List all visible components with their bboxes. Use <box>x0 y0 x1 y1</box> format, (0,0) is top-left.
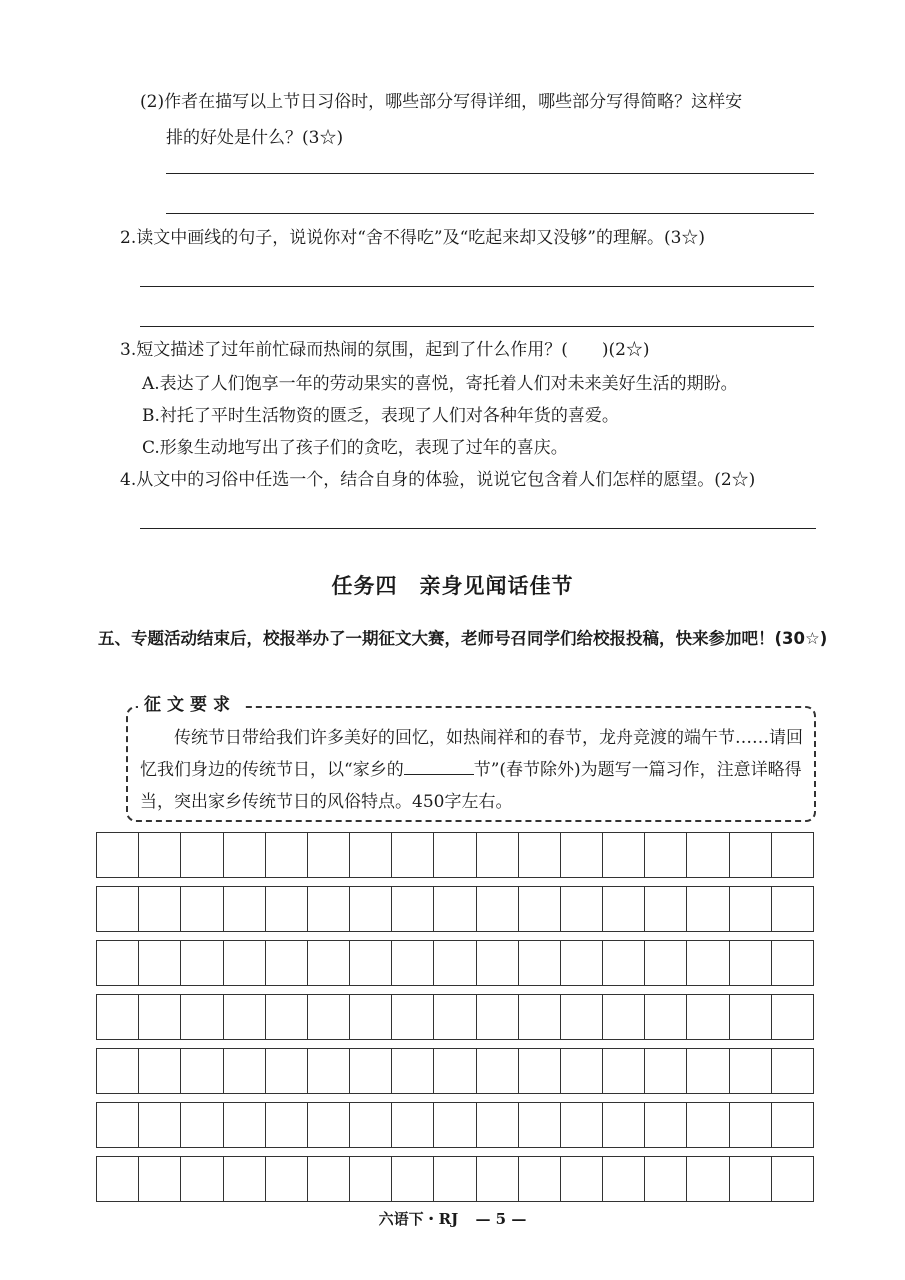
grid-cell[interactable] <box>729 1157 771 1201</box>
grid-row <box>96 940 814 986</box>
grid-cell[interactable] <box>686 1049 728 1093</box>
question-5: 五、专题活动结束后，校报举办了一期征文大赛，老师号召同学们给校报投稿，快来参加吧！(30☆) <box>98 629 828 648</box>
grid-cell[interactable] <box>180 887 222 931</box>
grid-cell[interactable] <box>307 995 349 1039</box>
grid-cell[interactable] <box>391 941 433 985</box>
grid-cell[interactable] <box>560 1103 602 1147</box>
grid-cell[interactable] <box>180 833 222 877</box>
grid-cell[interactable] <box>686 1157 728 1201</box>
grid-cell[interactable] <box>96 887 138 931</box>
grid-cell[interactable] <box>602 1049 644 1093</box>
grid-cell[interactable] <box>518 887 560 931</box>
grid-cell[interactable] <box>476 1049 518 1093</box>
grid-cell[interactable] <box>138 1157 180 1201</box>
grid-cell[interactable] <box>560 887 602 931</box>
grid-cell[interactable] <box>223 887 265 931</box>
answer-line[interactable] <box>140 528 816 529</box>
grid-cell[interactable] <box>518 941 560 985</box>
grid-cell[interactable] <box>138 995 180 1039</box>
grid-cell[interactable] <box>518 1103 560 1147</box>
grid-cell[interactable] <box>729 887 771 931</box>
question-4: 4.从文中的习俗中任选一个，结合自身的体验，说说它包含着人们怎样的愿望。(2☆) <box>120 470 756 490</box>
page-footer <box>0 1208 905 1229</box>
footer-page-number: — 5 — <box>475 1210 527 1228</box>
grid-row <box>96 1048 814 1094</box>
grid-cell[interactable] <box>391 1157 433 1201</box>
grid-cell[interactable] <box>223 1103 265 1147</box>
grid-cell[interactable] <box>96 833 138 877</box>
grid-cell[interactable] <box>265 1157 307 1201</box>
requirement-text <box>140 722 804 818</box>
grid-cell[interactable] <box>349 941 391 985</box>
grid-cell[interactable] <box>223 941 265 985</box>
grid-cell[interactable] <box>518 833 560 877</box>
grid-cell[interactable] <box>433 941 475 985</box>
grid-cell[interactable] <box>686 1103 728 1147</box>
grid-cell[interactable] <box>223 833 265 877</box>
grid-cell[interactable] <box>686 941 728 985</box>
grid-cell[interactable] <box>686 887 728 931</box>
section-title-name: 亲身见闻话佳节 <box>419 574 574 598</box>
grid-cell[interactable] <box>729 941 771 985</box>
grid-cell[interactable] <box>391 1103 433 1147</box>
answer-line[interactable] <box>140 286 814 287</box>
grid-cell[interactable] <box>265 1103 307 1147</box>
grid-row <box>96 832 814 878</box>
question-3-option-c[interactable]: C.形象生动地写出了孩子们的贪吃，表现了过年的喜庆。 <box>142 438 568 458</box>
grid-cell[interactable] <box>686 833 728 877</box>
answer-line[interactable] <box>140 326 814 327</box>
grid-cell[interactable] <box>771 995 814 1039</box>
grid-cell[interactable] <box>96 1103 138 1147</box>
grid-cell[interactable] <box>560 1049 602 1093</box>
grid-cell[interactable] <box>729 995 771 1039</box>
answer-line[interactable] <box>166 173 814 174</box>
grid-cell[interactable] <box>771 1049 814 1093</box>
grid-cell[interactable] <box>265 995 307 1039</box>
footer-book: 六语下・RJ <box>378 1210 459 1228</box>
question-1-2-line-2: 排的好处是什么？(3☆) <box>166 128 344 148</box>
grid-cell[interactable] <box>644 1049 686 1093</box>
grid-cell[interactable] <box>771 1157 814 1201</box>
grid-cell[interactable] <box>476 1103 518 1147</box>
grid-cell[interactable] <box>644 1157 686 1201</box>
grid-cell[interactable] <box>307 1103 349 1147</box>
grid-cell[interactable] <box>644 995 686 1039</box>
grid-cell[interactable] <box>644 887 686 931</box>
grid-cell[interactable] <box>138 887 180 931</box>
grid-row <box>96 1102 814 1148</box>
grid-cell[interactable] <box>265 833 307 877</box>
grid-cell[interactable] <box>518 1157 560 1201</box>
grid-cell[interactable] <box>349 995 391 1039</box>
grid-cell[interactable] <box>265 941 307 985</box>
grid-cell[interactable] <box>433 887 475 931</box>
grid-cell[interactable] <box>433 833 475 877</box>
grid-cell[interactable] <box>560 941 602 985</box>
grid-row <box>96 1156 814 1202</box>
grid-cell[interactable] <box>602 995 644 1039</box>
grid-cell[interactable] <box>223 1157 265 1201</box>
section-title <box>0 570 905 600</box>
grid-cell[interactable] <box>433 1103 475 1147</box>
grid-cell[interactable] <box>391 833 433 877</box>
grid-cell[interactable] <box>180 941 222 985</box>
grid-cell[interactable] <box>96 995 138 1039</box>
title-blank[interactable] <box>404 758 474 775</box>
grid-cell[interactable] <box>729 1049 771 1093</box>
requirement-label: 征文要求 <box>138 694 242 716</box>
grid-cell[interactable] <box>476 941 518 985</box>
grid-cell[interactable] <box>138 1103 180 1147</box>
grid-cell[interactable] <box>349 887 391 931</box>
grid-cell[interactable] <box>138 833 180 877</box>
requirement-text-part-2: 节”(春节除外)为题写一篇习作，注意详略得当，突出家乡传统节日的风俗特点。450字左右。 <box>140 760 802 812</box>
writing-grid <box>96 832 814 1210</box>
grid-cell[interactable] <box>433 1049 475 1093</box>
question-3: 3.短文描述了过年前忙碌而热闹的氛围，起到了什么作用？( )(2☆) <box>120 340 650 360</box>
grid-cell[interactable] <box>307 887 349 931</box>
grid-cell[interactable] <box>223 1049 265 1093</box>
grid-cell[interactable] <box>729 1103 771 1147</box>
grid-cell[interactable] <box>771 941 814 985</box>
grid-cell[interactable] <box>644 941 686 985</box>
grid-cell[interactable] <box>349 833 391 877</box>
grid-cell[interactable] <box>644 1103 686 1147</box>
grid-cell[interactable] <box>349 1157 391 1201</box>
grid-cell[interactable] <box>307 1049 349 1093</box>
grid-cell[interactable] <box>391 1049 433 1093</box>
requirement-text-part-1: 传统节日带给我们许多美好的回忆，如热闹祥和的春节，龙舟竞渡的端午节……请回忆我们身边的传统节日，以“家乡的 <box>140 728 803 780</box>
grid-cell[interactable] <box>265 887 307 931</box>
grid-cell[interactable] <box>602 887 644 931</box>
question-3-option-a[interactable]: A.表达了人们饱享一年的劳动果实的喜悦，寄托着人们对未来美好生活的期盼。 <box>142 374 738 394</box>
grid-cell[interactable] <box>433 995 475 1039</box>
grid-cell[interactable] <box>96 1157 138 1201</box>
grid-cell[interactable] <box>476 995 518 1039</box>
grid-cell[interactable] <box>180 1103 222 1147</box>
grid-cell[interactable] <box>560 995 602 1039</box>
grid-row <box>96 886 814 932</box>
grid-cell[interactable] <box>771 1103 814 1147</box>
grid-cell[interactable] <box>180 995 222 1039</box>
grid-cell[interactable] <box>476 833 518 877</box>
answer-line[interactable] <box>166 213 814 214</box>
grid-cell[interactable] <box>602 833 644 877</box>
grid-cell[interactable] <box>686 995 728 1039</box>
question-3-option-b[interactable]: B.衬托了平时生活物资的匮乏，表现了人们对各种年货的喜爱。 <box>142 406 619 426</box>
grid-cell[interactable] <box>602 1157 644 1201</box>
grid-cell[interactable] <box>433 1157 475 1201</box>
question-2: 2.读文中画线的句子，说说你对“舍不得吃”及“吃起来却又没够”的理解。(3☆) <box>120 228 706 248</box>
question-1-2-line-1: (2)作者在描写以上节日习俗时，哪些部分写得详细，哪些部分写得简略？这样安 <box>140 92 743 112</box>
grid-cell[interactable] <box>307 941 349 985</box>
grid-cell[interactable] <box>602 1103 644 1147</box>
grid-cell[interactable] <box>349 1049 391 1093</box>
grid-cell[interactable] <box>602 941 644 985</box>
grid-cell[interactable] <box>96 941 138 985</box>
grid-cell[interactable] <box>644 833 686 877</box>
grid-cell[interactable] <box>307 1157 349 1201</box>
grid-cell[interactable] <box>138 1049 180 1093</box>
grid-cell[interactable] <box>349 1103 391 1147</box>
grid-cell[interactable] <box>476 1157 518 1201</box>
grid-row <box>96 994 814 1040</box>
grid-cell[interactable] <box>138 941 180 985</box>
grid-cell[interactable] <box>518 1049 560 1093</box>
grid-cell[interactable] <box>307 833 349 877</box>
section-title-task: 任务四 <box>331 574 398 598</box>
grid-cell[interactable] <box>96 1049 138 1093</box>
grid-cell[interactable] <box>560 1157 602 1201</box>
grid-cell[interactable] <box>560 833 602 877</box>
grid-cell[interactable] <box>391 995 433 1039</box>
grid-cell[interactable] <box>180 1157 222 1201</box>
grid-cell[interactable] <box>771 887 814 931</box>
grid-cell[interactable] <box>223 995 265 1039</box>
grid-cell[interactable] <box>729 833 771 877</box>
grid-cell[interactable] <box>391 887 433 931</box>
grid-cell[interactable] <box>518 995 560 1039</box>
grid-cell[interactable] <box>476 887 518 931</box>
grid-cell[interactable] <box>180 1049 222 1093</box>
grid-cell[interactable] <box>771 833 814 877</box>
grid-cell[interactable] <box>265 1049 307 1093</box>
